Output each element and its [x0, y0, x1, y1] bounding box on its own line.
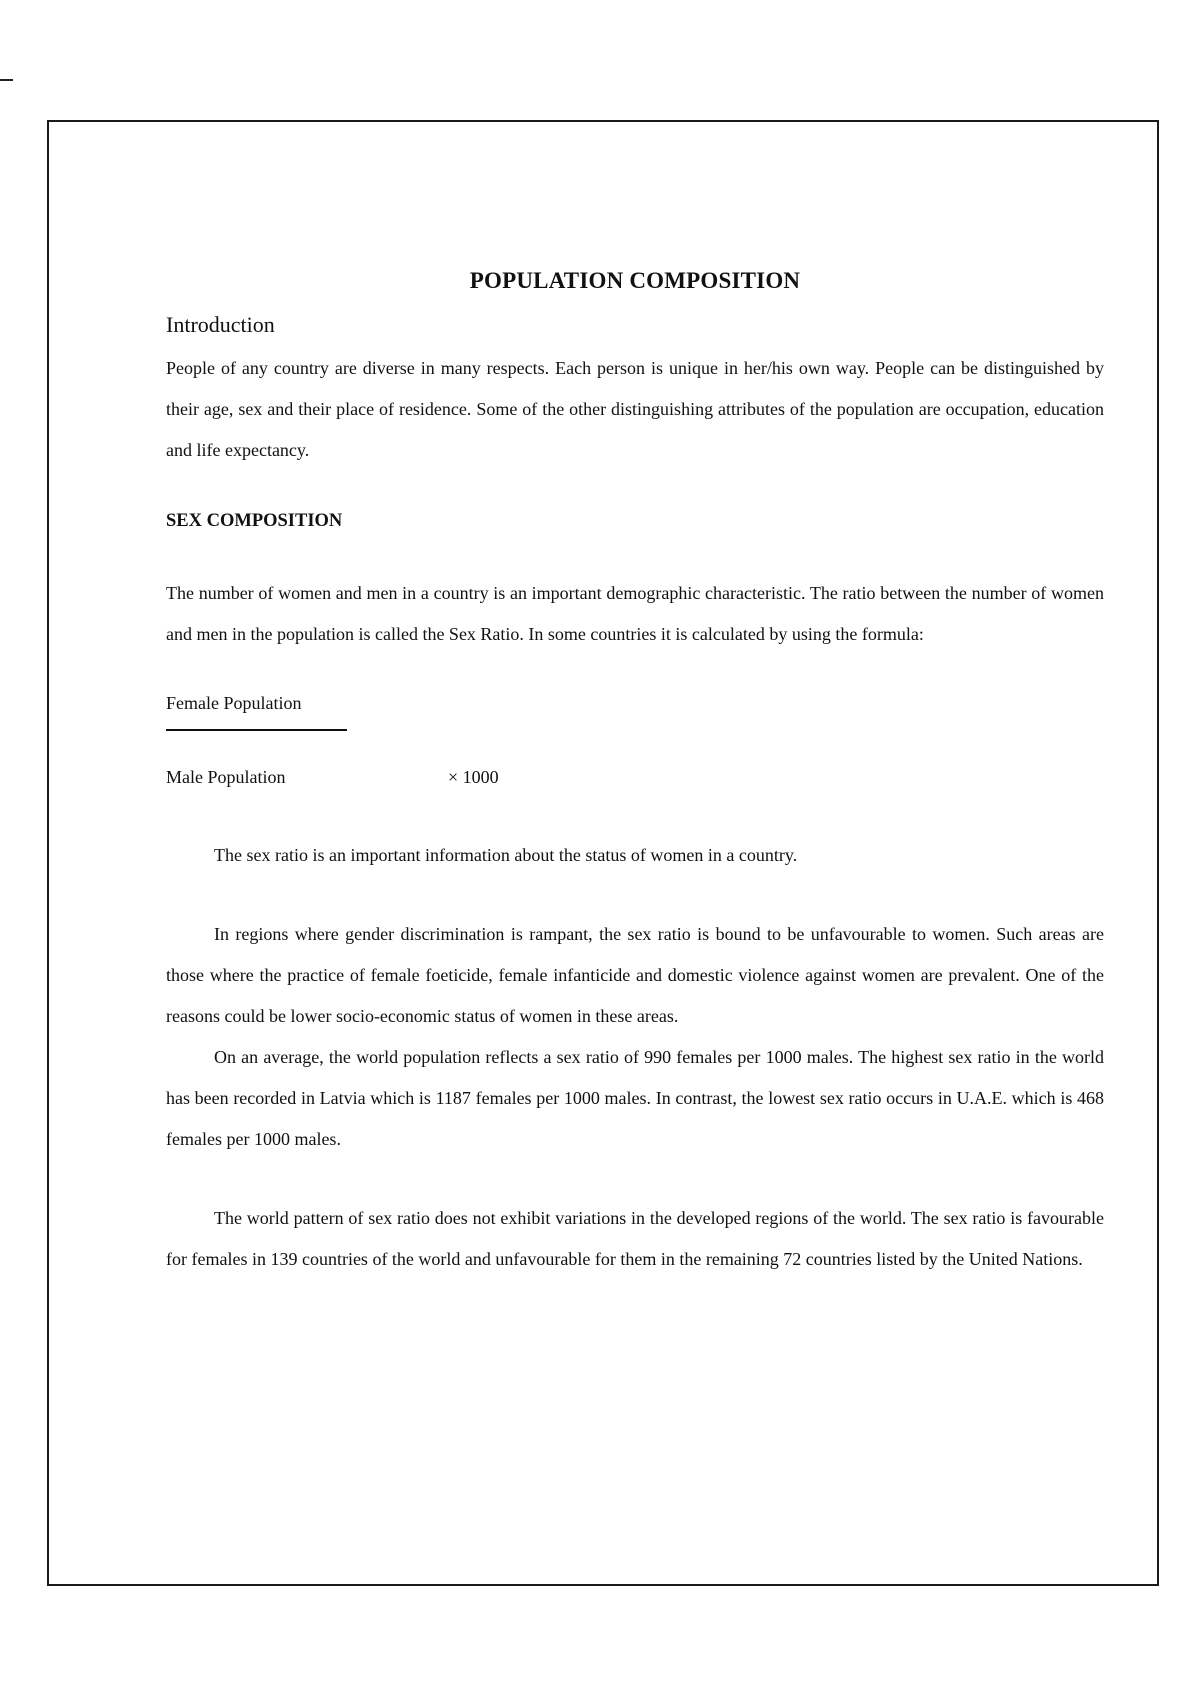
formula-denominator: Male Population: [166, 767, 286, 787]
body-paragraph: On an average, the world population reflects a sex ratio of 990 females per 1000 males. The highest sex ratio in the world has been recorded in Latvia which is 1187 females per 1000 males. In contrast, the lowest sex ratio occurs in U.A.E. which is 468 females per 1000 males.: [166, 1047, 1104, 1149]
formula-numerator: Female Population: [166, 693, 302, 713]
sex-composition-heading: SEX COMPOSITION: [166, 511, 343, 531]
body-paragraph: In regions where gender discrimination is rampant, the sex ratio is bound to be unfavourable to women. Such areas are those where the practice of female foeticide, female infanticide and domestic violence against women are prevalent. One of the reasons could be lower socio-economic status of women in these areas.: [166, 924, 1104, 1026]
sex-composition-paragraph: The number of women and men in a country is an important demographic characteristic. The ratio between the number of women and men in the population is called the Sex Ratio. In some countries it is calculated by using the formula:: [166, 583, 1104, 644]
body-paragraph: The world pattern of sex ratio does not exhibit variations in the developed regions of the world. The sex ratio is favourable for females in 139 countries of the world and unfavourable for them in the remaining 72 countries listed by the United Nations.: [166, 1208, 1104, 1269]
intro-heading: Introduction: [166, 312, 275, 337]
document-content: [166, 268, 1104, 1280]
formula-fraction-bar: [166, 729, 347, 731]
intro-paragraph: People of any country are diverse in many respects. Each person is unique in her/his own way. People can be distinguished by their age, sex and their place of residence. Some of the other distinguishing attributes of the population are occupation, education and life expectancy.: [166, 358, 1104, 460]
corner-crop-mark: [0, 79, 13, 81]
sex-ratio-formula: [166, 689, 1104, 799]
page-title: POPULATION COMPOSITION: [469, 268, 801, 293]
body-paragraph: The sex ratio is an important information about the status of women in a country.: [214, 845, 798, 865]
formula-multiplier: × 1000: [448, 767, 499, 787]
